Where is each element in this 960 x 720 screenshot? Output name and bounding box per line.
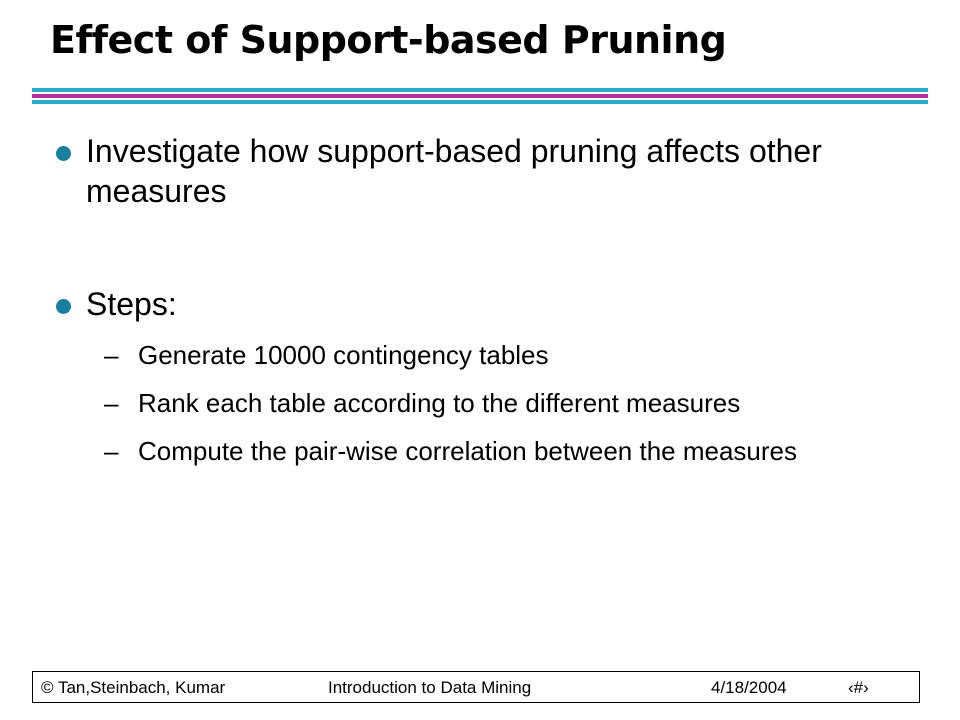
footer-copyright: © Tan,Steinbach, Kumar xyxy=(41,678,226,697)
bullet-text: Investigate how support-based pruning affects other measures xyxy=(86,133,822,209)
bullet-item-1 xyxy=(56,131,876,211)
slide-footer xyxy=(32,671,920,703)
bullet-text: Steps: xyxy=(86,286,177,322)
bullet-item-2 xyxy=(56,284,177,324)
bullet-dot-icon xyxy=(56,146,71,161)
bullet-dot-icon xyxy=(56,299,71,314)
dash-marker: – xyxy=(104,388,119,418)
step-item-1 xyxy=(104,338,898,372)
dash-marker: – xyxy=(104,436,119,466)
step-text: Generate 10000 contingency tables xyxy=(138,340,549,370)
step-text: Compute the pair-wise correlation between the measures xyxy=(138,436,798,466)
title-rule-top xyxy=(32,88,928,92)
step-item-3 xyxy=(104,434,838,468)
step-item-2 xyxy=(104,386,898,420)
title-rule-bottom xyxy=(32,100,928,104)
slide-title: Effect of Support-based Pruning xyxy=(50,18,727,62)
title-rule-middle xyxy=(32,94,928,98)
footer-date: 4/18/2004 xyxy=(711,678,787,697)
dash-marker: – xyxy=(104,340,119,370)
step-text: Rank each table according to the different measures xyxy=(138,388,741,418)
footer-course: Introduction to Data Mining xyxy=(328,678,532,697)
footer-page-number: ‹#› xyxy=(848,678,869,697)
